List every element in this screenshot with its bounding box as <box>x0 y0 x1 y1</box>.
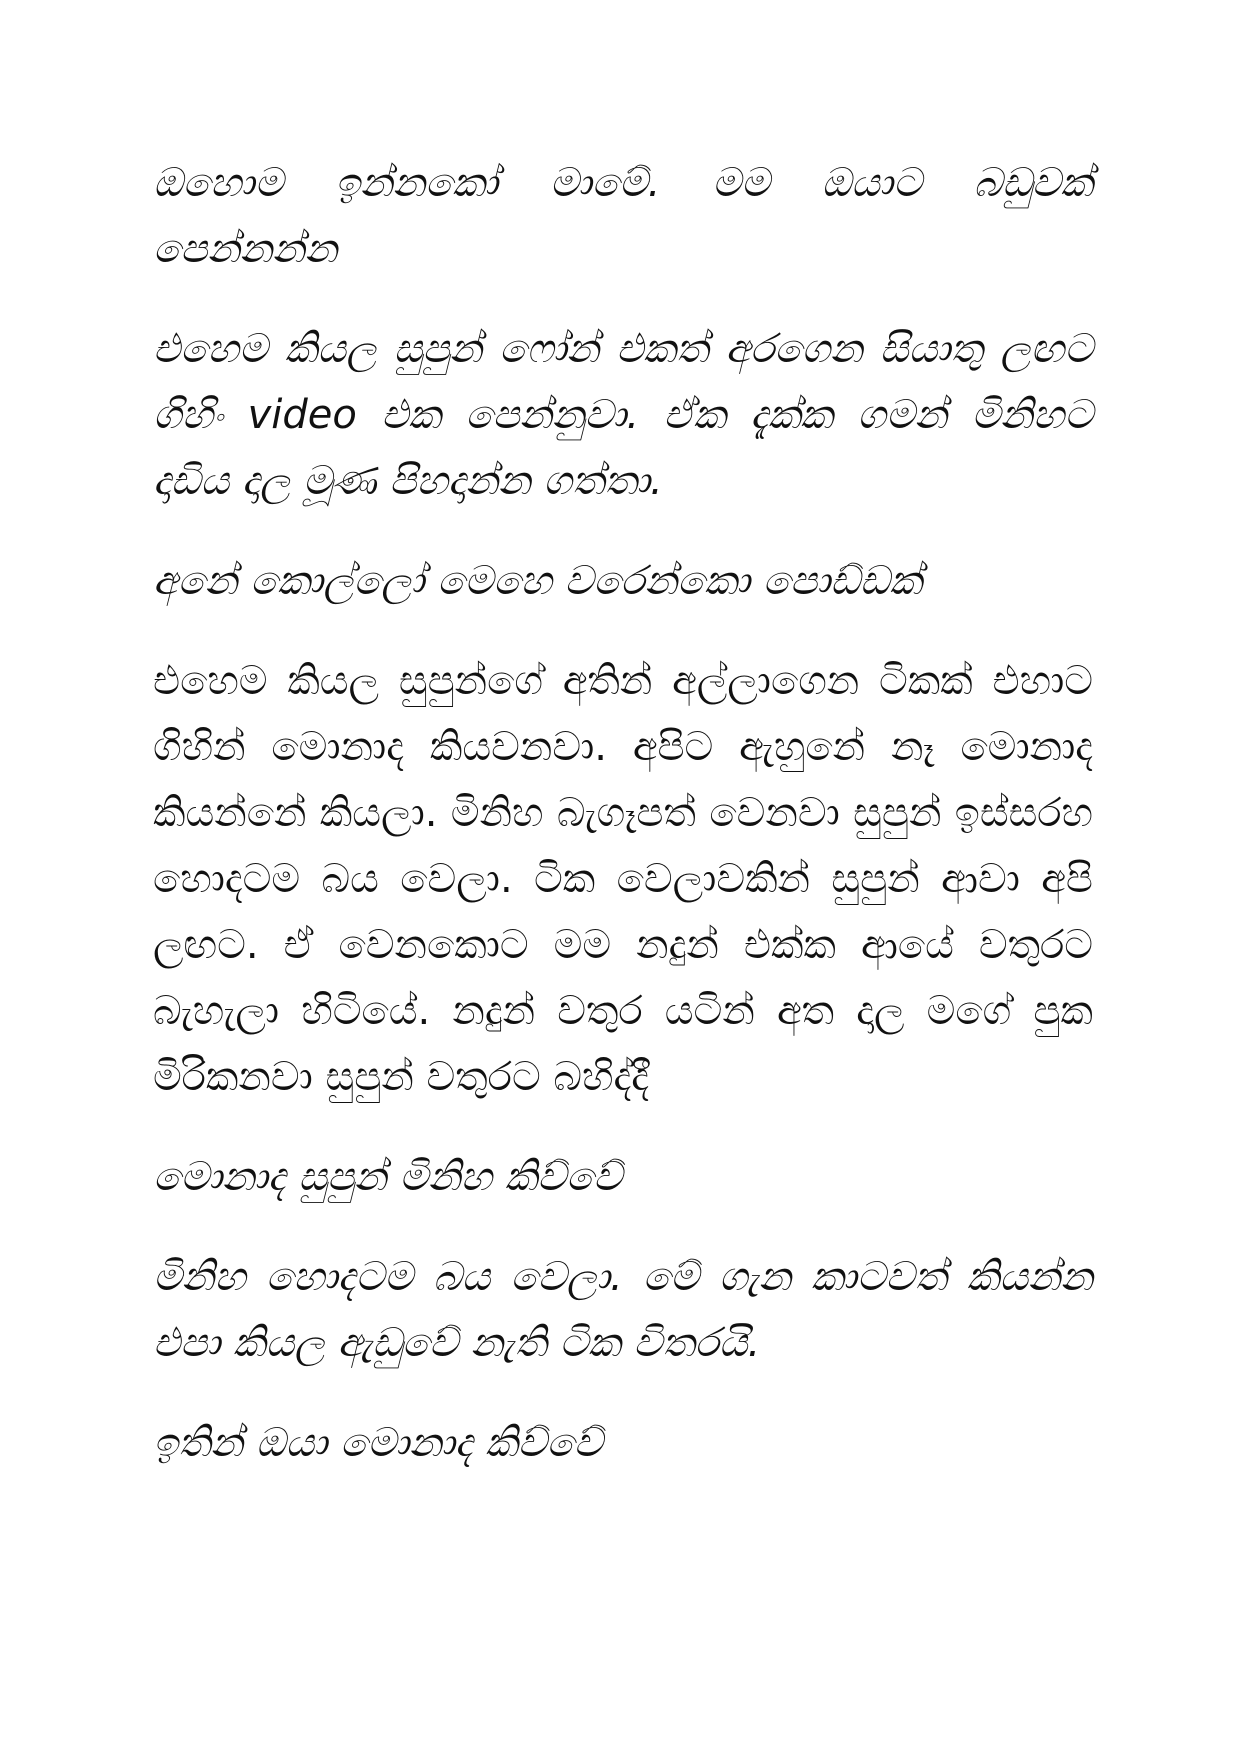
paragraph-7: ඉතින් ඔයා මොනාද කිව්වේ <box>153 1420 603 1466</box>
paragraph-3: අනේ කොල්ලෝ මෙහෙ වරෙන්කො පොඩ්ඩක් <box>153 558 923 604</box>
paragraph-1: ඔහොම ඉන්නකෝ මාමේ. මම ඔයාට බඩුවක් පෙන්නන්න <box>153 160 1093 272</box>
paragraph-6: මිනිහ හොදටම බය වෙලා. මේ ගැන කාටවත් කියන්න එපා කියල ඇඩුවේ නැති ටික විතරයි. <box>153 1254 1093 1366</box>
paragraph-5: මොනාද සුපුන් මිනිහ කිව්වේ <box>153 1154 622 1200</box>
paragraph-2: එහෙම කියල සුපුන් ෆෝන් එකත් අරගෙන සියාතු ලඟට ගිහිං video එක පෙන්නුවා. ඒක දැක්ක ගමන් මිනිහට දාඩිය දාල මූණ පිහදාන්න ගත්තා. <box>153 326 1093 504</box>
paragraph-4: එහෙම කියල සුපුන්ගේ අතින් අල්ලාගෙන ටිකක් එහාට ගිහින් මොනාද කියවනවා. අපිට ඇහුනේ නෑ මොනාද කියන්නේ කියලා. මිනිහ බැගෑපත් වෙනවා සුපුන් ඉස්සරහ හොදටම බය වෙලා. ටික වෙලාවකින් සුපුන් ආවා අපි ලඟට. ඒ වෙනකොට මම නදුන් එක්ක ආයේ වතුරට බැහැලා හිටියේ. නදුන් වතුර යටින් අත දාල මගේ පුක මිරිකනවා සුපුන් වතුරට බහිද්දී <box>153 658 1093 1100</box>
document-body <box>153 150 1093 1510</box>
